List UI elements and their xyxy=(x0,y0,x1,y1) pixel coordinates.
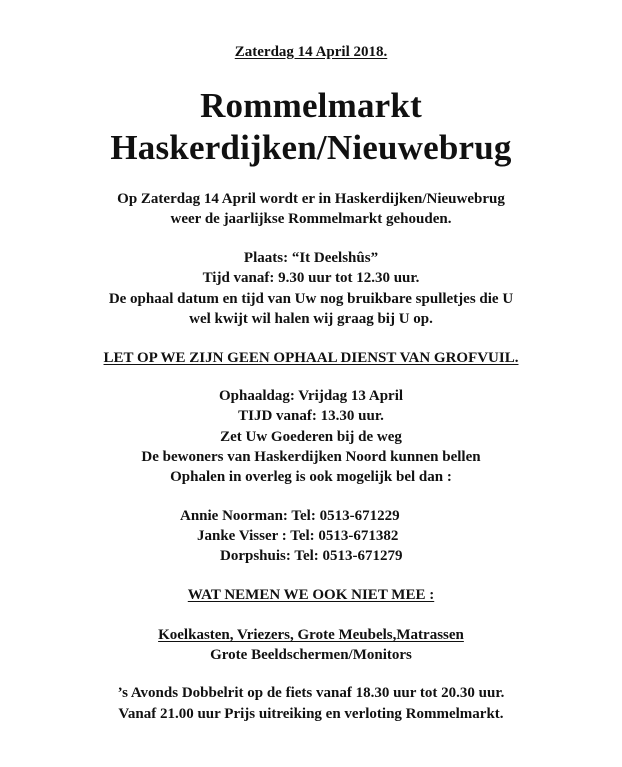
contact-annie: Annie Noorman: Tel: 0513-671229 xyxy=(180,508,400,524)
info-location: Plaats: “It Deelshûs” xyxy=(243,250,379,266)
date-line: Zaterdag 14 April 2018. xyxy=(234,44,388,60)
contact-janke: Janke Visser : Tel: 0513-671382 xyxy=(197,528,399,544)
evening-line-1: ’s Avonds Dobbelrit op de fiets vanaf 18.30 uur tot 20.30 uur. xyxy=(117,685,505,701)
pickup-line-4: De bewoners van Haskerdijken Noord kunnen bellen xyxy=(141,449,481,465)
info-time: Tijd vanaf: 9.30 uur tot 12.30 uur. xyxy=(202,270,420,286)
title-line-2: Haskerdijken/Nieuwebrug xyxy=(110,128,512,167)
evening-line-2: Vanaf 21.00 uur Prijs uitreiking en verloting Rommelmarkt. xyxy=(118,706,504,722)
info-line-4: wel kwijt wil halen wij graag bij U op. xyxy=(189,311,433,327)
not-taken-line-2: Grote Beeldschermen/Monitors xyxy=(210,647,412,663)
title-line-1: Rommelmarkt xyxy=(200,86,422,125)
pickup-day: Ophaaldag: Vrijdag 13 April xyxy=(218,388,404,404)
pickup-line-3: Zet Uw Goederen bij de weg xyxy=(220,429,402,445)
not-taken-heading: WAT NEMEN WE OOK NIET MEE : xyxy=(187,587,435,603)
info-line-3: De ophaal datum en tijd van Uw nog bruikbare spulletjes die U xyxy=(108,291,514,307)
pickup-line-5: Ophalen in overleg is ook mogelijk bel dan : xyxy=(170,469,452,485)
intro-line-2: weer de jaarlijkse Rommelmarkt gehouden. xyxy=(170,211,452,227)
not-taken-line-1: Koelkasten, Vriezers, Grote Meubels,Matrassen xyxy=(158,627,464,643)
pickup-time: TIJD vanaf: 13.30 uur. xyxy=(238,408,384,424)
contact-dorpshuis: Dorpshuis: Tel: 0513-671279 xyxy=(220,548,403,564)
warning-line: LET OP WE ZIJN GEEN OPHAAL DIENST VAN GROFVUIL. xyxy=(103,350,519,366)
intro-line-1: Op Zaterdag 14 April wordt er in Haskerdijken/Nieuwebrug xyxy=(117,191,505,207)
